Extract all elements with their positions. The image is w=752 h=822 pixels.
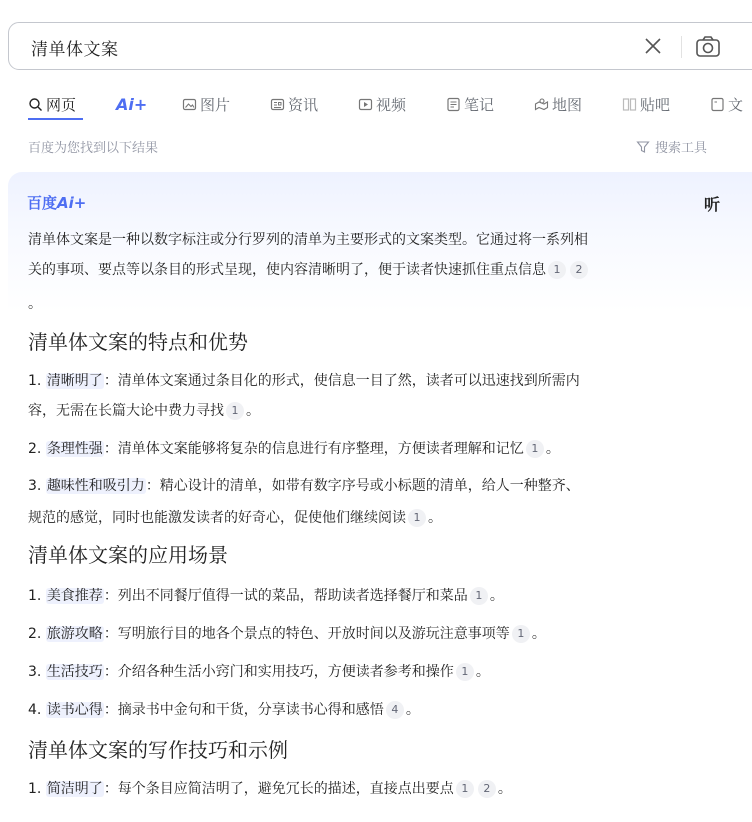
ai-logo	[27, 192, 86, 213]
tab-label: 文	[728, 95, 744, 114]
item-number: 1.	[28, 781, 42, 797]
tab-notes[interactable]	[446, 89, 494, 119]
tab-images[interactable]	[182, 89, 230, 119]
news-icon	[270, 97, 285, 112]
tab-news[interactable]	[270, 89, 318, 119]
item-text: 容，无需在长篇大论中费力寻找	[28, 403, 224, 419]
item-keyword[interactable]: 清晰明了	[46, 373, 103, 389]
list-item	[28, 696, 728, 724]
item-number: 1.	[28, 588, 42, 604]
item-end: 。	[428, 510, 442, 526]
list-item	[28, 620, 728, 648]
item-end: 。	[497, 781, 512, 797]
tieba-icon	[622, 97, 637, 112]
ai-logo-suffix: Ai+	[57, 194, 87, 212]
item-number: 1.	[28, 373, 42, 389]
note-icon	[446, 97, 461, 112]
tab-label: 网页	[46, 95, 77, 114]
item-text: ：每个条目应简洁明了，避免冗长的描述，直接点出要点	[103, 781, 454, 797]
camera-icon[interactable]	[695, 35, 721, 59]
item-keyword[interactable]: 读书心得	[46, 702, 103, 718]
item-keyword[interactable]: 简洁明了	[46, 781, 103, 797]
item-end: 。	[545, 441, 560, 457]
item-number: 2.	[28, 441, 42, 457]
section-heading: 清单体文案的特点和优势	[28, 330, 248, 354]
citation-badge[interactable]: 1	[226, 402, 244, 420]
item-end: 。	[489, 588, 504, 604]
item-text: ：列出不同餐厅值得一试的菜品，帮助读者选择餐厅和菜品	[103, 588, 468, 604]
list-item-continuation	[28, 504, 728, 532]
tab-library[interactable]	[710, 89, 743, 119]
section-heading: 清单体文案的应用场景	[28, 543, 228, 567]
search-icon	[28, 97, 43, 112]
ai-intro-line: 清单体文案是一种以数字标注或分行罗列的清单为主要形式的文案类型。它通过将一系列相	[28, 232, 588, 248]
list-item	[28, 582, 728, 610]
search-input[interactable]: 清单体文案	[31, 40, 119, 60]
item-keyword[interactable]: 条理性强	[46, 441, 103, 457]
tab-web[interactable]	[28, 89, 76, 119]
list-item	[28, 472, 728, 500]
item-number: 3.	[28, 664, 42, 680]
citation-badge[interactable]: 1	[470, 587, 488, 605]
search-bar[interactable]	[8, 22, 752, 70]
search-tools-button[interactable]	[636, 137, 707, 156]
citation-badge[interactable]: 1	[512, 625, 530, 643]
citation-badge[interactable]: 1	[548, 261, 566, 279]
item-text: 规范的感觉，同时也能激发读者的好奇心，促使他们继续阅读	[28, 510, 406, 526]
citation-badge[interactable]: 1	[456, 663, 474, 681]
tab-ai[interactable]	[116, 89, 147, 119]
citation-badge[interactable]: 1	[456, 780, 474, 798]
search-tools-label: 搜索工具	[655, 141, 708, 156]
tab-map[interactable]	[534, 89, 582, 119]
item-end: 。	[475, 664, 490, 680]
citation-badge[interactable]: 1	[408, 509, 426, 527]
tab-label: 图片	[200, 95, 231, 114]
citation-badge[interactable]: 2	[478, 780, 496, 798]
item-number: 4.	[28, 702, 42, 718]
item-keyword[interactable]: 生活技巧	[46, 664, 103, 680]
ai-intro-end: 。	[28, 296, 42, 312]
map-icon	[534, 97, 549, 112]
tab-label: Ai+	[116, 94, 148, 114]
list-item	[28, 435, 728, 463]
list-item	[28, 658, 728, 686]
tab-label: 贴吧	[640, 95, 671, 114]
tab-label: 地图	[552, 95, 583, 114]
citation-badge[interactable]: 2	[570, 261, 588, 279]
list-item	[28, 367, 728, 395]
item-keyword[interactable]: 趣味性和吸引力	[46, 478, 145, 494]
filter-icon	[636, 140, 650, 154]
ai-intro-text: 关的事项、要点等以条目的形式呈现，使内容清晰明了，便于读者快速抓住重点信息	[28, 262, 546, 278]
search-tabs	[28, 89, 752, 121]
item-text: ：清单体文案通过条目化的形式，使信息一目了然，读者可以迅速找到所需内	[103, 373, 580, 389]
close-icon[interactable]	[643, 36, 663, 56]
section-heading: 清单体文案的写作技巧和示例	[28, 738, 288, 762]
item-text: ：清单体文案能够将复杂的信息进行有序整理，方便读者理解和记忆	[103, 441, 524, 457]
item-text: ：摘录书中金句和干货，分享读书心得和感悟	[103, 702, 384, 718]
item-end: 。	[531, 626, 546, 642]
tab-video[interactable]	[358, 89, 406, 119]
item-number: 2.	[28, 626, 42, 642]
item-text: ：精心设计的清单，如带有数字序号或小标题的清单，给人一种整齐、	[145, 478, 580, 494]
item-end: 。	[405, 702, 420, 718]
document-icon	[710, 97, 725, 112]
tab-label: 视频	[376, 95, 407, 114]
list-item-continuation	[28, 397, 728, 425]
listen-button[interactable]: 听	[704, 195, 721, 214]
item-end: 。	[246, 403, 260, 419]
ai-logo-text: 百度	[27, 194, 58, 212]
citation-badge[interactable]: 1	[526, 440, 544, 458]
result-count: 百度为您找到以下结果	[28, 141, 159, 156]
active-tab-indicator	[28, 118, 83, 120]
citation-badge[interactable]: 4	[386, 701, 404, 719]
item-text: ：写明旅行目的地各个景点的特色、开放时间以及游玩注意事项等	[103, 626, 510, 642]
tab-label: 资讯	[288, 95, 319, 114]
tab-label: 笔记	[464, 95, 495, 114]
image-icon	[182, 97, 197, 112]
item-keyword[interactable]: 美食推荐	[46, 588, 103, 604]
tab-tieba[interactable]	[622, 89, 670, 119]
item-keyword[interactable]: 旅游攻略	[46, 626, 103, 642]
item-text: ：介绍各种生活小窍门和实用技巧，方便读者参考和操作	[103, 664, 454, 680]
divider	[681, 36, 682, 58]
video-icon	[358, 97, 373, 112]
item-number: 3.	[28, 478, 42, 494]
ai-intro-line	[28, 256, 728, 284]
list-item	[28, 775, 728, 803]
